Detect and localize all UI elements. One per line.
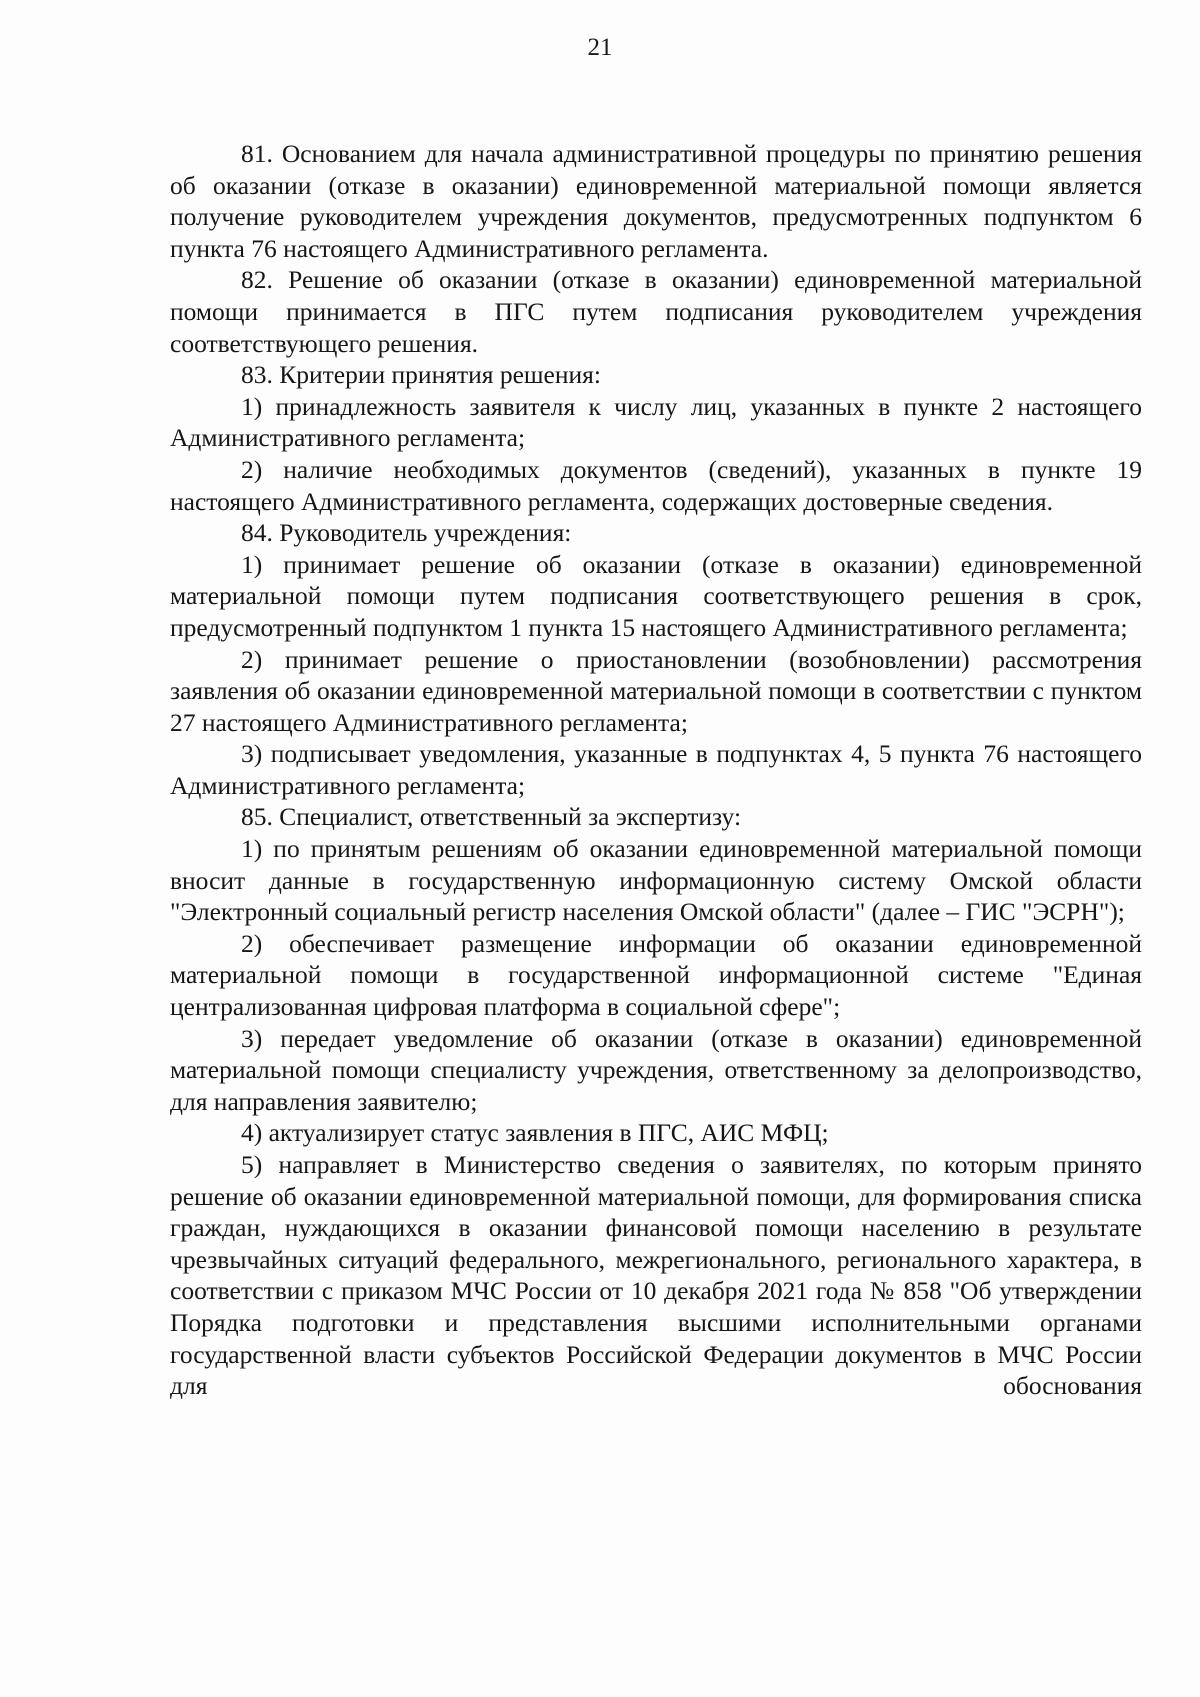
paragraph-85: 85. Специалист, ответственный за экспертизу:	[241, 802, 742, 832]
paragraph-83-item-2: 2) наличие необходимых документов (сведений), указанных в пункте 19 настоящего Административного регламента, содержащих достоверные сведения.	[170, 454, 1142, 516]
paragraph-85-item-2: 2) обеспечивает размещение информации об оказании единовременной материальной помощи в государственной информационной системе "Единая централизованная цифровая платформа в социальной сфере";	[170, 928, 1142, 1022]
document-body	[170, 138, 1142, 1402]
page-number: 21	[587, 34, 613, 61]
paragraph-85-item-1: 1) по принятым решениям об оказании единовременной материальной помощи вносит данные в государственную информационную систему Омской области "Электронный социальный регистр населения Омской области" (далее – ГИС "ЭСРН");	[170, 834, 1142, 927]
paragraph-82: 82. Решение об оказании (отказе в оказании) единовременной материальной помощи принимается в ПГС путем подписания руководителем учреждения соответствующего решения.	[170, 265, 1142, 358]
paragraph-81: 81. Основанием для начала административной процедуры по принятию решения об оказании (отказе в оказании) единовременной материальной помощи является получение руководителем учреждения документов, предусмотренных подпунктом 6 пункта 76 настоящего Административного регламента.	[170, 139, 1142, 263]
paragraph-83-item-1: 1) принадлежность заявителя к числу лиц, указанных в пункте 2 настоящего Административного регламента;	[170, 391, 1142, 453]
paragraph-84-item-2: 2) принимает решение о приостановлении (возобновлении) рассмотрения заявления об оказании единовременной материальной помощи в соответствии с пунктом 27 настоящего Административного регламента;	[170, 644, 1142, 737]
paragraph-85-item-3: 3) передает уведомление об оказании (отказе в оказании) единовременной материальной помощи специалисту учреждения, ответственному за делопроизводство, для направления заявителю;	[170, 1023, 1142, 1116]
paragraph-84-item-3: 3) подписывает уведомления, указанные в подпунктах 4, 5 пункта 76 настоящего Административного регламента;	[170, 739, 1142, 800]
paragraph-84-item-1: 1) принимает решение об оказании (отказе в оказании) единовременной материальной помощи путем подписания соответствующего решения в срок, предусмотренный подпунктом 1 пункта 15 настоящего Административного регламента;	[170, 549, 1142, 642]
paragraph-85-item-5: 5) направляет в Министерство сведения о заявителях, по которым принято решение об оказании единовременной материальной помощи, для формирования списка граждан, нуждающихся в оказании финансовой помощи населению в результате чрезвычайных ситуаций федерального, межрегионального, регионального характера, в соответствии с приказом МЧС России от 10 декабря 2021 года № 858 "Об утверждении Порядка подготовки и представления высшими исполнительными органами государственной власти субъектов Российской Федерации документов в МЧС России для обоснования	[170, 1150, 1142, 1401]
paragraph-84: 84. Руководитель учреждения:	[241, 518, 572, 548]
paragraph-85-item-4: 4) актуализирует статус заявления в ПГС, АИС МФЦ;	[241, 1118, 829, 1148]
paragraph-83: 83. Критерии принятия решения:	[241, 360, 601, 390]
